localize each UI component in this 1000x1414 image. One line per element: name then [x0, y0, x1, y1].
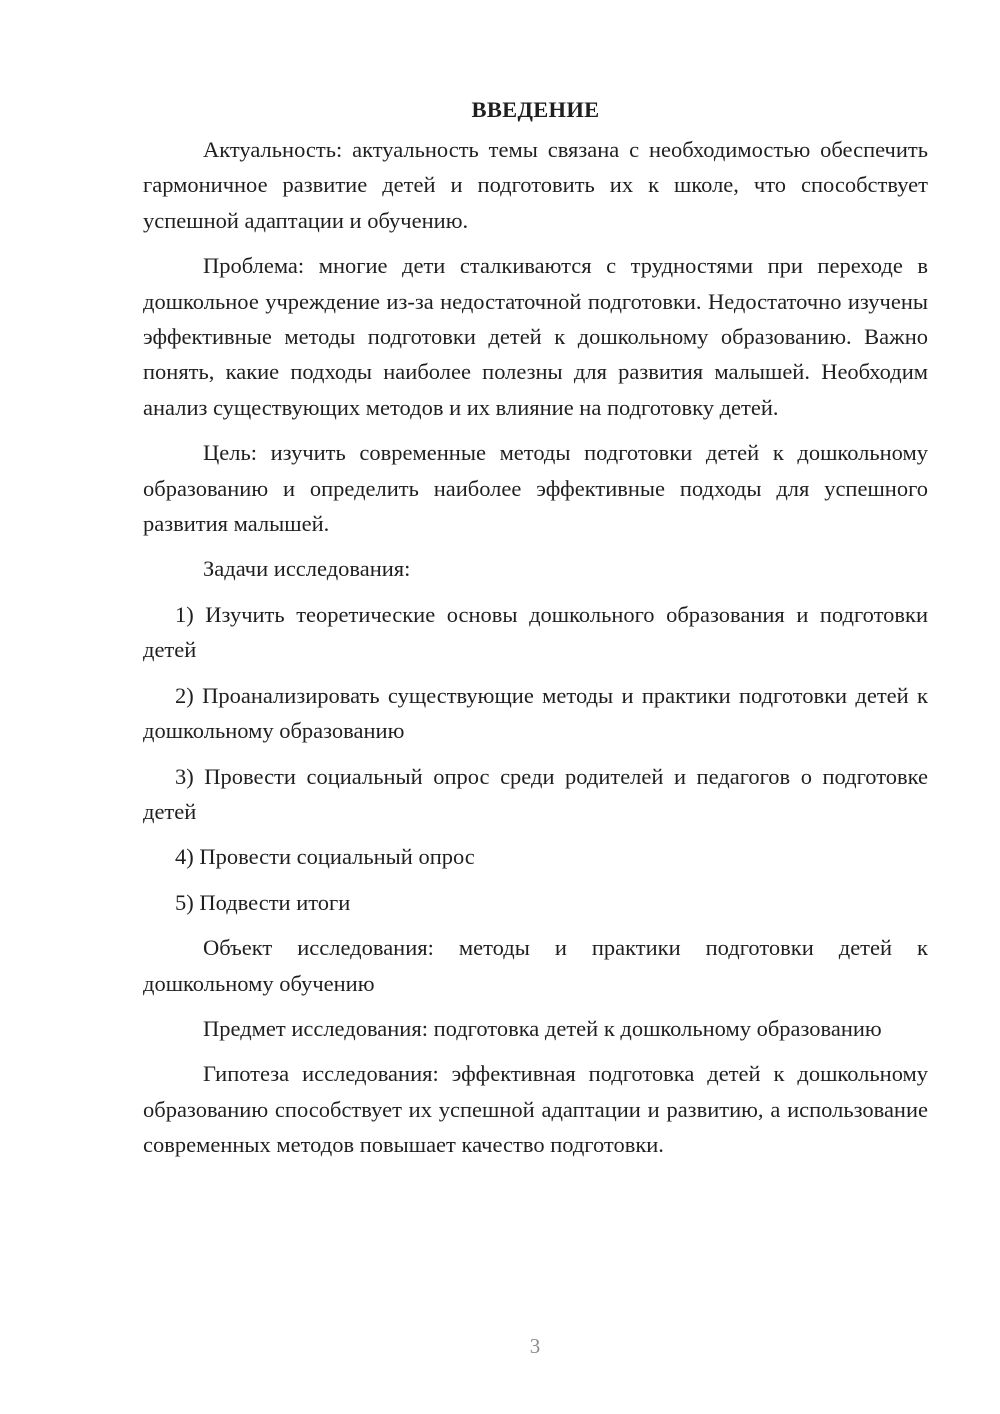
- paragraph-goal: Цель: изучить современные методы подготовки детей к дошкольному образованию и определить наиболее эффективные подходы для успешного развития малышей.: [143, 440, 928, 537]
- paragraph-tasks-heading: Задачи исследования:: [203, 556, 411, 582]
- document-page: [143, 92, 928, 1173]
- paragraph-problem: Проблема: многие дети сталкиваются с трудностями при переходе в дошкольное учреждение из-за недостаточной подготовки. Недостаточно изучены эффективные методы подготовки детей к дошкольному образованию. Важно понять, какие подходы наиболее полезны для развития малышей. Необходим анализ существующих методов и их влияние на подготовку детей.: [143, 253, 928, 420]
- document-title: ВВЕДЕНИЕ: [471, 97, 600, 122]
- task-item-4: 4) Провести социальный опрос: [175, 844, 475, 870]
- paragraph-relevance: Актуальность: актуальность темы связана с необходимостью обеспечить гармоничное развитие детей и подготовить их к школе, что способствует успешной адаптации и обучению.: [143, 137, 928, 233]
- paragraph-object: Объект исследования: методы и практики подготовки детей к дошкольному обучению: [143, 935, 928, 996]
- paragraph-hypothesis: Гипотеза исследования: эффективная подготовка детей к дошкольному образованию способствует их успешной адаптации и развитию, а использование современных методов повышает качество подготовки.: [143, 1061, 928, 1158]
- task-item-2: 2) Проанализировать существующие методы и практики подготовки детей к дошкольному образованию: [143, 682, 928, 744]
- task-item-1: 1) Изучить теоретические основы дошкольного образования и подготовки детей: [143, 601, 928, 663]
- task-item-3: 3) Провести социальный опрос среди родителей и педагогов о подготовке детей: [143, 763, 928, 824]
- task-item-5: 5) Подвести итоги: [175, 889, 351, 915]
- page-number: 3: [529, 1334, 541, 1358]
- paragraph-subject: Предмет исследования: подготовка детей к дошкольному образованию: [203, 1015, 882, 1041]
